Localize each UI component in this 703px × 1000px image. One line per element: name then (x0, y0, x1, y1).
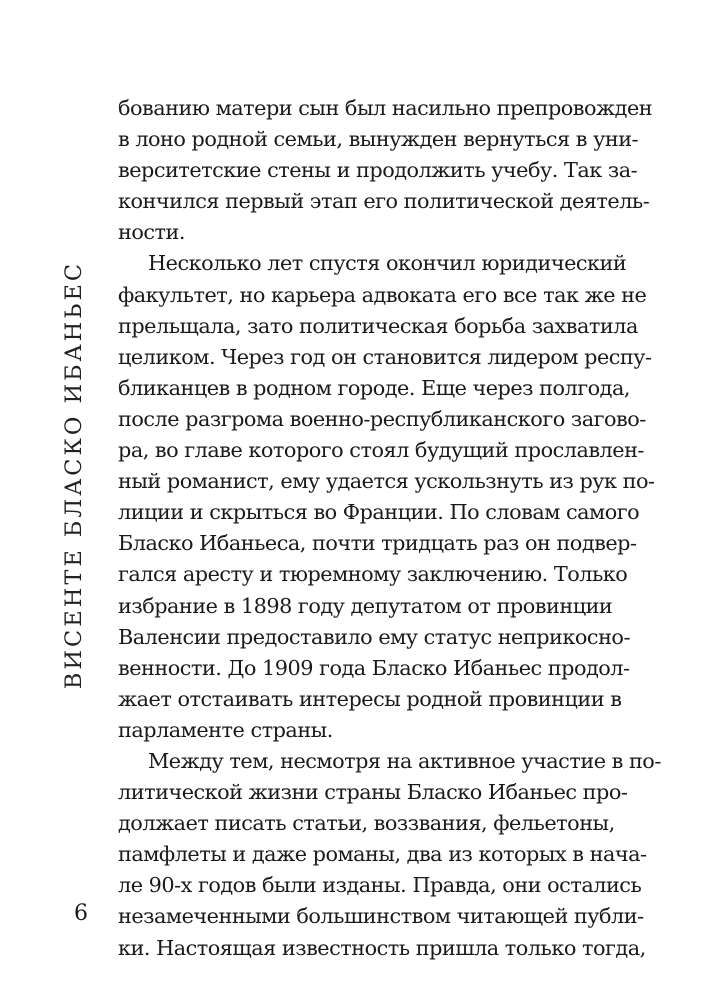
body-text (118, 93, 661, 964)
text-line: после разгрома военно-республиканского загово- (118, 406, 646, 431)
text-line: Валенсии предоставило ему статус неприкосно- (118, 624, 630, 649)
text-line: ра, во главе которого стоял будущий прославлен- (118, 438, 644, 463)
text-line: бликанцев в родном городе. Еще через полгода, (118, 375, 630, 400)
text-line: бованию матери сын был насильно препровожден (118, 96, 653, 120)
text-line: кончился первый этап его политической деятель- (118, 189, 650, 214)
page-number: 6 (74, 901, 88, 926)
text-line: целиком. Через год он становится лидером респу- (118, 344, 652, 369)
running-head (58, 96, 90, 854)
text-line: Между тем, несмотря на активное участие в по- (148, 748, 661, 773)
text-line: памфлеты и даже романы, два из которых в нача- (118, 842, 647, 867)
text-line: ки. Настоящая известность пришла только тогда, (118, 935, 646, 960)
text-line: жает отстаивать интересы родной провинции в (118, 686, 622, 711)
text-line: должает писать статьи, воззвания, фельетоны, (118, 811, 615, 836)
text-line: литической жизни страны Бласко Ибаньес про- (118, 780, 628, 805)
text-line: в лоно родной семьи, вынужден вернуться в уни- (118, 127, 639, 152)
text-line: Бласко Ибаньеса, почти тридцать раз он подвер- (118, 531, 637, 556)
text-line: избрание в 1898 году депутатом от провинции (118, 593, 613, 618)
text-line: гался аресту и тюремному заключению. Только (118, 562, 628, 587)
text-line: прельщала, зато политическая борьба захватила (118, 313, 638, 338)
text-line: факультет, но карьера адвоката его все так же не (118, 282, 647, 307)
text-line: незамеченными большинством читающей публи- (118, 904, 644, 929)
text-line: ности. (118, 220, 186, 245)
text-line: Несколько лет спустя окончил юридический (148, 251, 627, 276)
text-line: верситетские стены и продолжить учебу. Так за- (118, 158, 638, 183)
text-line: парламенте страны. (118, 717, 333, 742)
text-line: лиции и скрыться во Франции. По словам самого (118, 500, 640, 525)
text-line: ле 90-х годов были изданы. Правда, они остались (118, 873, 642, 898)
text-line: венности. До 1909 года Бласко Ибаньес продол- (118, 655, 630, 680)
running-head-text: ВИСЕНТЕ БЛАСКО ИБАНЬЕС (60, 260, 87, 690)
text-line: ный романист, ему удается ускользнуть из рук по- (118, 469, 655, 494)
